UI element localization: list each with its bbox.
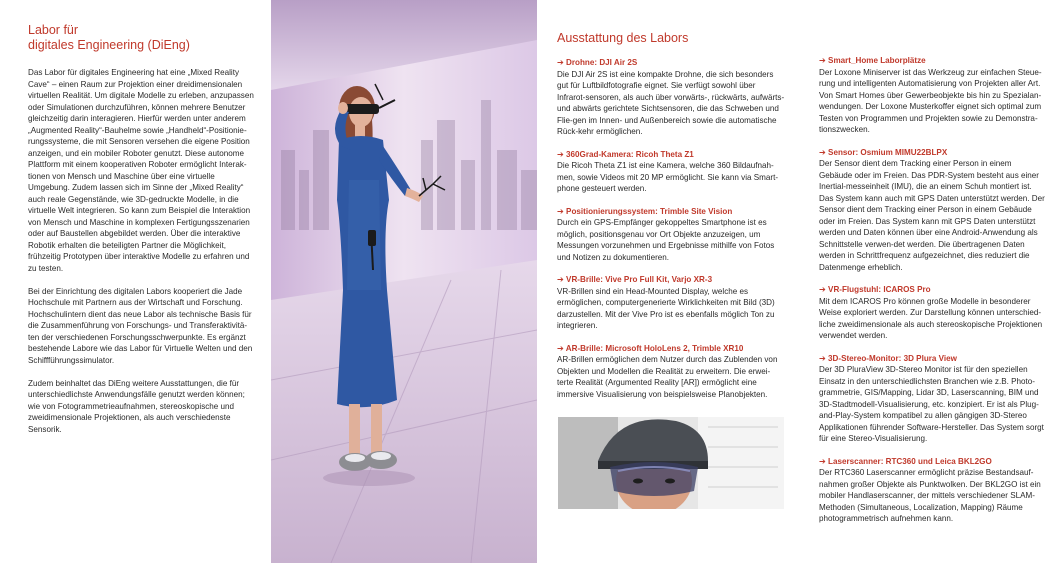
arrow-right-icon: ➔	[557, 149, 564, 159]
item-heading: VR-Flugstuhl: ICAROS Pro	[828, 285, 931, 294]
arrow-right-icon: ➔	[819, 56, 826, 65]
item-description: Der Loxone Miniserver ist das Werkzeug zur einfachen Steue-rung und intelligenten Automatisierung von Projekten aller Art. Von Smart Homes über Gewerbeobjekte bis hin zu Spezialan-wendungen. Der Loxone Musterkoffer eignet sich optimal zum Testen von Programmen und Projekten sowie zu Demonstra-tionszwecken.	[819, 67, 1042, 134]
item-heading: 360Grad-Kamera: Ricoh Theta Z1	[566, 149, 694, 159]
intro-column	[28, 0, 256, 435]
item-description: Durch ein GPS-Empfänger gekoppeltes Smartphone ist es möglich, positionsgenau vor Ort Objekte anzuzeigen, um Messungen vorzunehmen und Ergebnisse mithilfe von Fotos und Notizen zu dokumentieren.	[557, 218, 775, 262]
item-description: Mit dem ICAROS Pro können große Modelle in besonderer Weise exploriert werden. Zur Darstellung können unterschied-liche zweidimensionale als auch stereoskopische Projektionen verwendet werden.	[819, 296, 1043, 340]
ar-helmet-illustration	[558, 417, 784, 509]
item-description: VR-Brillen sind ein Head-Mounted Display, welche es ermöglichen, computergenerierte Wirklichkeiten mit Bild (3D) darzustellen. Mit der Vive Pro ist es ebenfalls möglich Ton zu integrieren.	[557, 286, 775, 330]
arrow-right-icon: ➔	[557, 206, 564, 216]
item-description: Die DJI Air 2S ist eine kompakte Drohne, die sich besonders gut für Luftbildfotografie eignet. Sie verfügt sowohl über Infrarot-sensoren, als auch über vorwärts-, rückwärts, aufwärts- und abwärts gerichtete Sichtsensoren, die das Schweben und Flie-gen im Innen- und Außenbereich sowie die automatische Rück-kehr ermöglichen.	[557, 69, 785, 136]
arrow-right-icon: ➔	[557, 275, 564, 284]
equipment-item-sensor	[819, 147, 1047, 274]
equipment-item-drone	[557, 57, 785, 138]
equipment-item-vr-flight-chair	[819, 284, 1047, 342]
page-title-line2: digitales Engineering (DiEng)	[28, 38, 190, 52]
equipment-item-laserscanner	[819, 456, 1047, 525]
item-heading: Laserscanner: RTC360 und Leica BKL2GO	[828, 456, 992, 466]
item-description: Die Ricoh Theta Z1 ist eine Kamera, welche 360 Bildaufnah-men, sowie Videos mit 20 MP ermöglicht. Sie kann via Smart-phone gesteuert werden.	[557, 161, 779, 193]
equipment-column-1	[557, 0, 785, 400]
item-description: AR-Brillen ermöglichen dem Nutzer durch das Zublenden von Objekten und Modellen die Realität zu erweitern. Die erwei-terte Realität (Argumented Reality [AR]) ermöglicht eine immersive Visualisierung von beispielsweise Planobjekten.	[557, 355, 778, 399]
equipment-item-vr-glasses	[557, 274, 785, 332]
arrow-right-icon: ➔	[819, 456, 826, 466]
page-title-line1: Labor für	[28, 23, 79, 37]
item-heading: AR-Brille: Microsoft HoloLens 2, Trimble XR10	[565, 343, 744, 353]
equipment-item-3d-stereo-monitor	[819, 353, 1047, 445]
item-heading: Positionierungssystem: Trimble Site Vision	[566, 206, 733, 216]
equipment-item-smart-home	[819, 55, 1047, 136]
cave-user-illustration	[271, 0, 537, 563]
equipment-item-360-camera	[557, 149, 785, 195]
item-heading: Drohne: DJI Air 2S	[566, 58, 638, 67]
item-heading: VR-Brille: Vive Pro Full Kit, Varjo XR-3	[566, 275, 713, 284]
item-description: Der RTC360 Laserscanner ermöglicht präzise Bestandsauf-nahmen großer Objekte als Punktwolken. Der BKL2GO ist ein mobiler Handlaserscanner, der mittels verschiedener SLAM-Methoden (Simultaneous, Localization, Mapping) Räume photogrammetrisch aufnehmen kann.	[819, 468, 1041, 523]
equipment-item-positioning-system	[557, 206, 785, 264]
arrow-right-icon: ➔	[819, 353, 826, 363]
arrow-right-icon: ➔	[819, 147, 826, 157]
arrow-right-icon: ➔	[557, 343, 564, 353]
intro-paragraph-1: Das Labor für digitales Engineering hat eine „Mixed Reality Cave“ – einen Raum zur Projektion einer dreidimensionalen virtuellen Realität. Um digitale Modelle zu erleben, anzupassen oder Simulationen durchzuführen, können mehrere Benutzer gleichzeitig darin interagieren. Hierfür werden unter anderem „Augmented Reality“-Bauhelme sowie „Handheld“-Positionie-rungssysteme, die mit Sensoren versehen die eigene Position anzeigen, und ein mobiler Roboter genutzt. Diese autonome Plattform mit einem kooperativen Roboter ermöglicht Interak-tionen von Mensch und Maschine über eine virtuelle Umgebung. Zudem lassen sich im Sinne der „Mixed Reality“ auch reale Gegenstände, wie 3D-gedruckte Modelle, in die virtuelle Welt integrieren. So kann zum Beispiel die Interaktion von Mensch und Maschine in komplexen Fertigungsszenarien oder auf Baustellen abgebildet werden. Über die interaktive Robotik erhalten die beteiligten Partner die Möglichkeit, frühzeitig Prototypen über interaktive Modelle zu erfahren und zu testen.	[28, 68, 254, 273]
section-title-equipment: Ausstattung des Labors	[557, 31, 689, 45]
ar-helmet-photo	[558, 417, 784, 509]
equipment-item-ar-glasses	[557, 343, 785, 401]
item-heading: Sensor: Osmium MIMU22BLPX	[828, 147, 948, 157]
item-description: Der 3D PluraView 3D-Stereo Monitor ist für den speziellen Einsatz in den unterschiedlichsten Branchen wie z.B. Photo-grammetrie, GIS/Mapping, Lidar 3D, Laserscanning, BIM und 3D-Stadtmodell-Visualisierung, etc. konzipiert. Er ist als Plug-and-Play-System kompatibel zu allen gängigen 3D-Stereo Applikationen führender Software-Hersteller. Das System sorgt für eine Stereo-Visualisierung.	[819, 365, 1044, 443]
arrow-right-icon: ➔	[819, 285, 826, 294]
item-heading: 3D-Stereo-Monitor: 3D Plura View	[828, 353, 957, 363]
mixed-reality-cave-photo	[271, 0, 537, 563]
intro-paragraph-2: Bei der Einrichtung des digitalen Labors kooperiert die Jade Hochschule mit Partnern aus der Wirtschaft und Forschung. Hochschulintern dient das neue Labor als technische Basis für die Zusammenführung von Forschungs- und Transferaktivitä-ten der verschiedenen Forschungsschwerpunkte. Es ergänzt bestehende Labore wie das Labor für Virtuelle Welten und den Schiffführungssimulator.	[28, 286, 253, 365]
item-heading: Smart_Home Laborplätze	[828, 56, 926, 65]
item-description: Der Sensor dient dem Tracking einer Person in einem Gebäude oder im Freien. Das PDR-System besteht aus einer Inertial-messeinheit (IMU), die an einem Schuh montiert ist. Das System kann auch mit GPS Daten unterstützt werden. Der Sensor dient dem Tracking einer Person in einem Gebäude oder im Freien. Das System kann mit GPS Daten unterstützt werden und Daten können über eine Android-Anwendung als Schnittstelle verwen-det werden. Die übertragenen Daten werden in Schrittfrequenz aufgezeichnet, dies reduziert die Datenmenge erheblich.	[819, 159, 1045, 272]
arrow-right-icon: ➔	[557, 58, 564, 67]
intro-paragraph-3: Zudem beinhaltet das DiEng weitere Ausstattungen, die für unterschiedlichste Anwendungsfälle genutzt werden können; wie von Fotogrammetrieaufnahmen, stereoskopische und zweidimensionale Projektionen, als auch verschiedenste Sensorik.	[28, 378, 245, 434]
page-title	[28, 23, 256, 53]
equipment-column-2	[819, 0, 1047, 525]
